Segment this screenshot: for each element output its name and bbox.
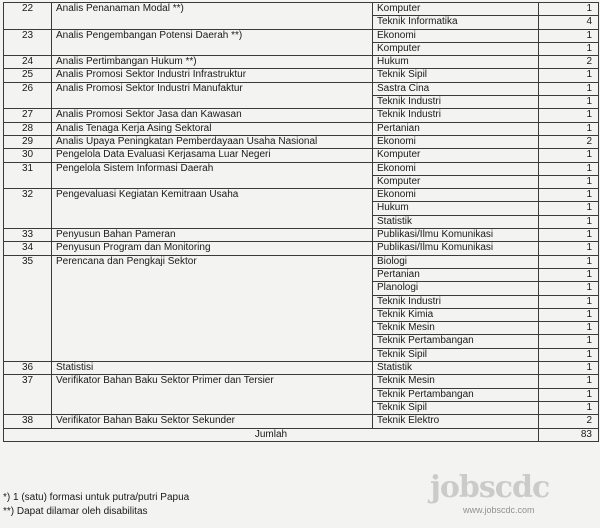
table-row (4, 388, 599, 401)
quota-count: 1 (539, 295, 599, 308)
row-number: 33 (4, 229, 52, 242)
table-row (4, 82, 599, 95)
position-name (52, 215, 373, 228)
position-name: Analis Pengembangan Potensi Daerah **) (52, 29, 373, 42)
position-name: Analis Promosi Sektor Industri Infrastruktur (52, 69, 373, 82)
row-number: 27 (4, 109, 52, 122)
quota-count: 1 (539, 29, 599, 42)
row-number (4, 16, 52, 29)
table-row (4, 322, 599, 335)
row-number: 29 (4, 135, 52, 148)
quota-count: 1 (539, 335, 599, 348)
position-name: Penyusun Bahan Pameran (52, 229, 373, 242)
position-name: Verifikator Bahan Baku Sektor Sekunder (52, 415, 373, 428)
row-number (4, 202, 52, 215)
quota-count: 1 (539, 255, 599, 268)
education-field: Hukum (373, 202, 539, 215)
position-name (52, 175, 373, 188)
education-field: Teknik Pertambangan (373, 388, 539, 401)
quota-count: 1 (539, 268, 599, 281)
education-field: Statistik (373, 215, 539, 228)
table-row (4, 348, 599, 361)
position-name: Analis Promosi Sektor Industri Manufaktur (52, 82, 373, 95)
table-row (4, 162, 599, 175)
table-row (4, 175, 599, 188)
table-row (4, 149, 599, 162)
education-field: Ekonomi (373, 189, 539, 202)
quota-count: 1 (539, 175, 599, 188)
position-name (52, 388, 373, 401)
education-field: Ekonomi (373, 29, 539, 42)
education-field: Komputer (373, 149, 539, 162)
quota-count: 2 (539, 135, 599, 148)
quota-count: 1 (539, 308, 599, 321)
table-row (4, 242, 599, 255)
education-field: Teknik Informatika (373, 16, 539, 29)
education-field: Teknik Sipil (373, 401, 539, 414)
table-row (4, 56, 599, 69)
row-number (4, 308, 52, 321)
quota-count: 1 (539, 42, 599, 55)
position-name: Analis Penanaman Modal **) (52, 3, 373, 16)
position-name: Statistisi (52, 362, 373, 375)
position-name: Analis Upaya Peningkatan Pemberdayaan Usaha Nasional (52, 135, 373, 148)
table-row (4, 335, 599, 348)
row-number (4, 42, 52, 55)
watermark-logo: jobscdc (430, 470, 550, 505)
education-field: Teknik Sipil (373, 348, 539, 361)
row-number (4, 295, 52, 308)
education-field: Ekonomi (373, 162, 539, 175)
table-row (4, 122, 599, 135)
position-name: Verifikator Bahan Baku Sektor Primer dan Tersier (52, 375, 373, 388)
position-name (52, 268, 373, 281)
quota-count: 4 (539, 16, 599, 29)
row-number (4, 96, 52, 109)
table-row (4, 215, 599, 228)
table-row (4, 42, 599, 55)
education-field: Teknik Industri (373, 96, 539, 109)
quota-count: 1 (539, 388, 599, 401)
quota-count: 1 (539, 149, 599, 162)
quota-count: 2 (539, 56, 599, 69)
quota-count: 1 (539, 375, 599, 388)
table-row (4, 189, 599, 202)
education-field: Teknik Industri (373, 295, 539, 308)
position-name (52, 348, 373, 361)
education-field: Biologi (373, 255, 539, 268)
education-field: Publikasi/Ilmu Komunikasi (373, 229, 539, 242)
row-number: 32 (4, 189, 52, 202)
row-number: 34 (4, 242, 52, 255)
position-name (52, 96, 373, 109)
position-name: Analis Tenaga Kerja Asing Sektoral (52, 122, 373, 135)
table-row (4, 282, 599, 295)
quota-count: 1 (539, 3, 599, 16)
position-name (52, 282, 373, 295)
table-row (4, 16, 599, 29)
footnote-1: *) 1 (satu) formasi untuk putra/putri Papua (3, 492, 190, 503)
row-number: 37 (4, 375, 52, 388)
row-number: 36 (4, 362, 52, 375)
row-number (4, 282, 52, 295)
formasi-table (3, 2, 599, 442)
table-row (4, 375, 599, 388)
position-name (52, 202, 373, 215)
quota-count: 1 (539, 215, 599, 228)
quota-count: 1 (539, 122, 599, 135)
footnote-2: **) Dapat dilamar oleh disabilitas (3, 506, 148, 517)
position-name (52, 295, 373, 308)
quota-count: 1 (539, 189, 599, 202)
total-row (4, 428, 599, 441)
table-row (4, 255, 599, 268)
quota-count: 2 (539, 415, 599, 428)
table-row (4, 69, 599, 82)
education-field: Komputer (373, 175, 539, 188)
education-field: Teknik Mesin (373, 322, 539, 335)
row-number: 23 (4, 29, 52, 42)
education-field: Teknik Pertambangan (373, 335, 539, 348)
position-name (52, 335, 373, 348)
quota-count: 1 (539, 322, 599, 335)
table-row (4, 202, 599, 215)
table-row (4, 268, 599, 281)
quota-count: 1 (539, 348, 599, 361)
position-name: Perencana dan Pengkaji Sektor (52, 255, 373, 268)
position-name (52, 16, 373, 29)
table-row (4, 3, 599, 16)
position-name (52, 322, 373, 335)
quota-count: 1 (539, 109, 599, 122)
row-number (4, 215, 52, 228)
table-row (4, 401, 599, 414)
position-name: Penyusun Program dan Monitoring (52, 242, 373, 255)
education-field: Ekonomi (373, 135, 539, 148)
table-row (4, 96, 599, 109)
education-field: Planologi (373, 282, 539, 295)
education-field: Pertanian (373, 268, 539, 281)
position-name: Analis Pertimbangan Hukum **) (52, 56, 373, 69)
row-number: 24 (4, 56, 52, 69)
position-name: Pengelola Sistem Informasi Daerah (52, 162, 373, 175)
position-name: Pengelola Data Evaluasi Kerjasama Luar Negeri (52, 149, 373, 162)
quota-count: 1 (539, 242, 599, 255)
quota-count: 1 (539, 162, 599, 175)
position-name (52, 42, 373, 55)
row-number: 31 (4, 162, 52, 175)
education-field: Komputer (373, 42, 539, 55)
row-number: 22 (4, 3, 52, 16)
education-field: Teknik Kimia (373, 308, 539, 321)
table-body (4, 3, 599, 442)
table-row (4, 135, 599, 148)
education-field: Publikasi/Ilmu Komunikasi (373, 242, 539, 255)
table-row (4, 362, 599, 375)
quota-count: 1 (539, 202, 599, 215)
quota-count: 1 (539, 401, 599, 414)
row-number: 35 (4, 255, 52, 268)
table-row (4, 29, 599, 42)
quota-count: 1 (539, 282, 599, 295)
education-field: Teknik Sipil (373, 69, 539, 82)
row-number: 30 (4, 149, 52, 162)
total-value: 83 (539, 428, 599, 441)
watermark-url: www.jobscdc.com (463, 505, 535, 515)
education-field: Komputer (373, 3, 539, 16)
total-label: Jumlah (4, 428, 539, 441)
row-number: 26 (4, 82, 52, 95)
quota-count: 1 (539, 229, 599, 242)
row-number (4, 388, 52, 401)
table-row (4, 229, 599, 242)
row-number (4, 335, 52, 348)
table-row (4, 415, 599, 428)
education-field: Statistik (373, 362, 539, 375)
education-field: Teknik Elektro (373, 415, 539, 428)
quota-count: 1 (539, 96, 599, 109)
position-name: Pengevaluasi Kegiatan Kemitraan Usaha (52, 189, 373, 202)
position-name (52, 308, 373, 321)
row-number: 38 (4, 415, 52, 428)
row-number (4, 175, 52, 188)
position-name (52, 401, 373, 414)
quota-count: 1 (539, 69, 599, 82)
row-number: 25 (4, 69, 52, 82)
education-field: Teknik Mesin (373, 375, 539, 388)
position-name: Analis Promosi Sektor Jasa dan Kawasan (52, 109, 373, 122)
footnotes (3, 491, 189, 519)
row-number (4, 322, 52, 335)
row-number (4, 268, 52, 281)
education-field: Hukum (373, 56, 539, 69)
education-field: Teknik Industri (373, 109, 539, 122)
table-row (4, 308, 599, 321)
table-row (4, 109, 599, 122)
education-field: Pertanian (373, 122, 539, 135)
table-row (4, 295, 599, 308)
row-number (4, 348, 52, 361)
quota-count: 1 (539, 82, 599, 95)
education-field: Sastra Cina (373, 82, 539, 95)
row-number (4, 401, 52, 414)
row-number: 28 (4, 122, 52, 135)
quota-count: 1 (539, 362, 599, 375)
